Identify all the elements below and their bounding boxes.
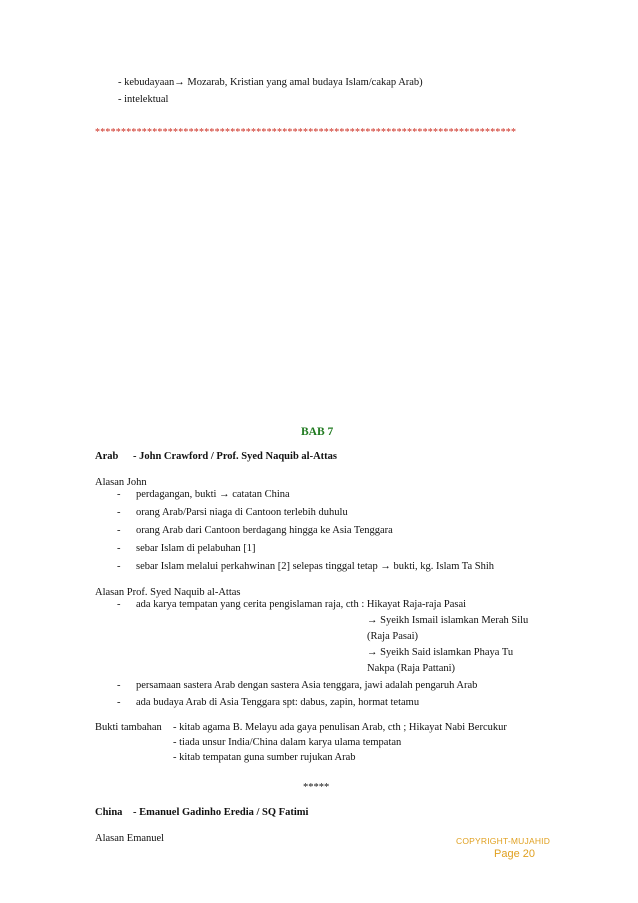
footer-copyright: COPYRIGHT-MUJAHID — [456, 836, 551, 846]
alasan-john-heading: Alasan John — [95, 477, 147, 488]
bukti-item: - kitab agama B. Melayu ada gaya penulisan Arab, cth ; Hikayat Nabi Bercukur — [173, 722, 507, 733]
list-item: ada karya tempatan yang cerita pengislaman raja, cth : Hikayat Raja-raja Pasai — [136, 599, 467, 610]
bullet-dash: - — [117, 507, 121, 518]
list-item: persamaan sastera Arab dengan sastera Asia tenggara, jawi adalah pengaruh Arab — [136, 680, 478, 691]
bullet-dash: - — [117, 561, 121, 572]
bullet-dash: - — [117, 697, 121, 708]
bullet-dash: - — [117, 489, 121, 500]
bullet-dash: - — [117, 680, 121, 691]
bukti-tambahan-label: Bukti tambahan — [95, 722, 162, 733]
section-divider: ***** — [303, 782, 330, 793]
list-item: sebar Islam melalui perkahwinan [2] selepas tinggal tetap → bukti, kg. Islam Ta Shih — [136, 561, 495, 572]
arab-label: Arab — [95, 451, 119, 462]
alasan-emanuel-heading: Alasan Emanuel — [95, 833, 165, 844]
kebudayaan-line: - kebudayaan→ Mozarab, Kristian yang amal budaya Islam/cakap Arab) — [118, 77, 423, 88]
list-item: perdagangan, bukti → catatan China — [136, 489, 290, 500]
list-item: orang Arab dari Cantoon berdagang hingga ke Asia Tenggara — [136, 525, 393, 536]
china-label: China — [95, 807, 123, 818]
bullet-dash: - — [117, 543, 121, 554]
bullet-dash: - — [117, 525, 121, 536]
china-heading: - Emanuel Gadinho Eredia / SQ Fatimi — [133, 807, 309, 818]
sub-line: Nakpa (Raja Pattani) — [367, 663, 456, 674]
alasan-naquib-heading: Alasan Prof. Syed Naquib al-Attas — [95, 587, 241, 598]
list-item: sebar Islam di pelabuhan [1] — [136, 543, 256, 554]
intelektual-line: - intelektual — [118, 94, 169, 105]
footer-page-number: Page 20 — [494, 848, 535, 860]
bullet-dash: - — [117, 599, 121, 610]
bukti-item: - tiada unsur India/China dalam karya ulama tempatan — [173, 737, 402, 748]
sub-line: (Raja Pasai) — [367, 631, 419, 642]
arab-heading: - John Crawford / Prof. Syed Naquib al-Attas — [133, 451, 337, 462]
sub-line: → Syeikh Ismail islamkan Merah Silu — [367, 615, 529, 626]
sub-line: → Syeikh Said islamkan Phaya Tu — [367, 647, 514, 658]
list-item: orang Arab/Parsi niaga di Cantoon terlebih duhulu — [136, 507, 348, 518]
asterisk-separator: ********************************************************************************* — [95, 127, 517, 138]
list-item: ada budaya Arab di Asia Tenggara spt: dabus, zapin, hormat tetamu — [136, 697, 420, 708]
bukti-item: - kitab tempatan guna sumber rujukan Arab — [173, 752, 356, 763]
chapter-title: BAB 7 — [301, 426, 334, 438]
